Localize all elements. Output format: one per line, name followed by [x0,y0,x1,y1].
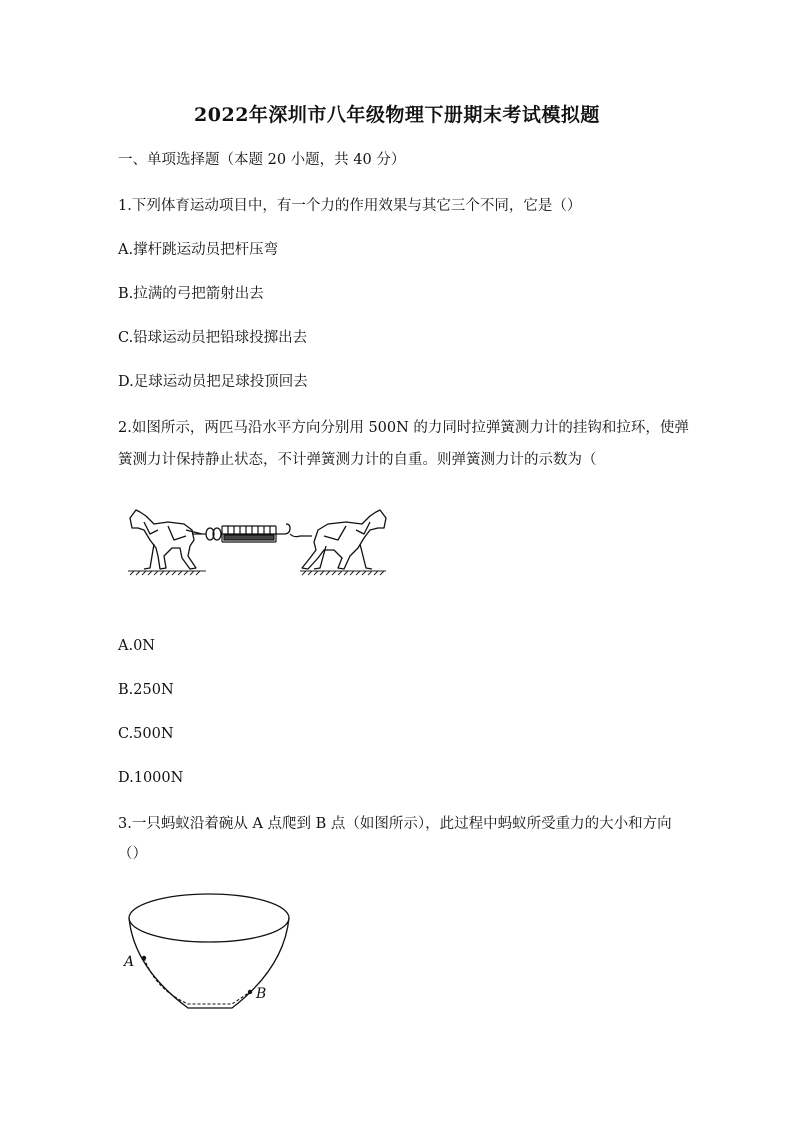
question-2-option-c: C.500N [118,726,174,742]
document-title: 2022年深圳市八年级物理下册期末考试模拟题 [194,104,600,126]
question-3-stem-line-2: （） [118,846,147,862]
section-heading: 一、单项选择题（本题 20 小题，共 40 分） [118,152,406,168]
ant-path [144,958,250,1004]
right-horse-icon [302,510,386,569]
question-2-stem-line-2: 簧测力计保持静止状态，不计弹簧测力计的自重。则弹簧测力计的示数为（ [118,452,597,468]
question-2-stem-line-1: 2.如图所示，两匹马沿水平方向分别用 500N 的力同时拉弹簧测力计的挂钩和拉环，使弹 [118,420,689,436]
left-horse-icon [130,510,202,569]
ground-left [128,571,206,575]
bowl-ant-path-figure [116,890,300,1014]
question-1-option-c: C.铅球运动员把铅球投掷出去 [118,330,308,346]
question-2-option-b: B.250N [118,682,174,698]
question-2-option-a: A.0N [118,638,155,654]
point-b-marker [248,990,252,994]
question-1-option-b: B.拉满的弓把箭射出去 [118,286,264,302]
question-1-option-d: D.足球运动员把足球投顶回去 [118,374,308,390]
horses-pulling-spring-scale-figure [124,500,396,582]
ground-right [300,571,386,575]
question-1-option-a: A.撑杆跳运动员把杆压弯 [118,242,279,258]
point-a-label: A [124,954,135,970]
question-3-stem-line-1: 3.一只蚂蚁沿着碗从 A 点爬到 B 点（如图所示），此过程中蚂蚁所受重力的大小和方向 [118,816,672,832]
point-a-marker [142,956,146,960]
question-1-stem: 1.下列体育运动项目中，有一个力的作用效果与其它三个不同，它是（） [118,198,582,214]
point-b-label: B [256,986,267,1002]
spring-scale-icon [222,526,276,542]
question-2-option-d: D.1000N [118,770,184,786]
